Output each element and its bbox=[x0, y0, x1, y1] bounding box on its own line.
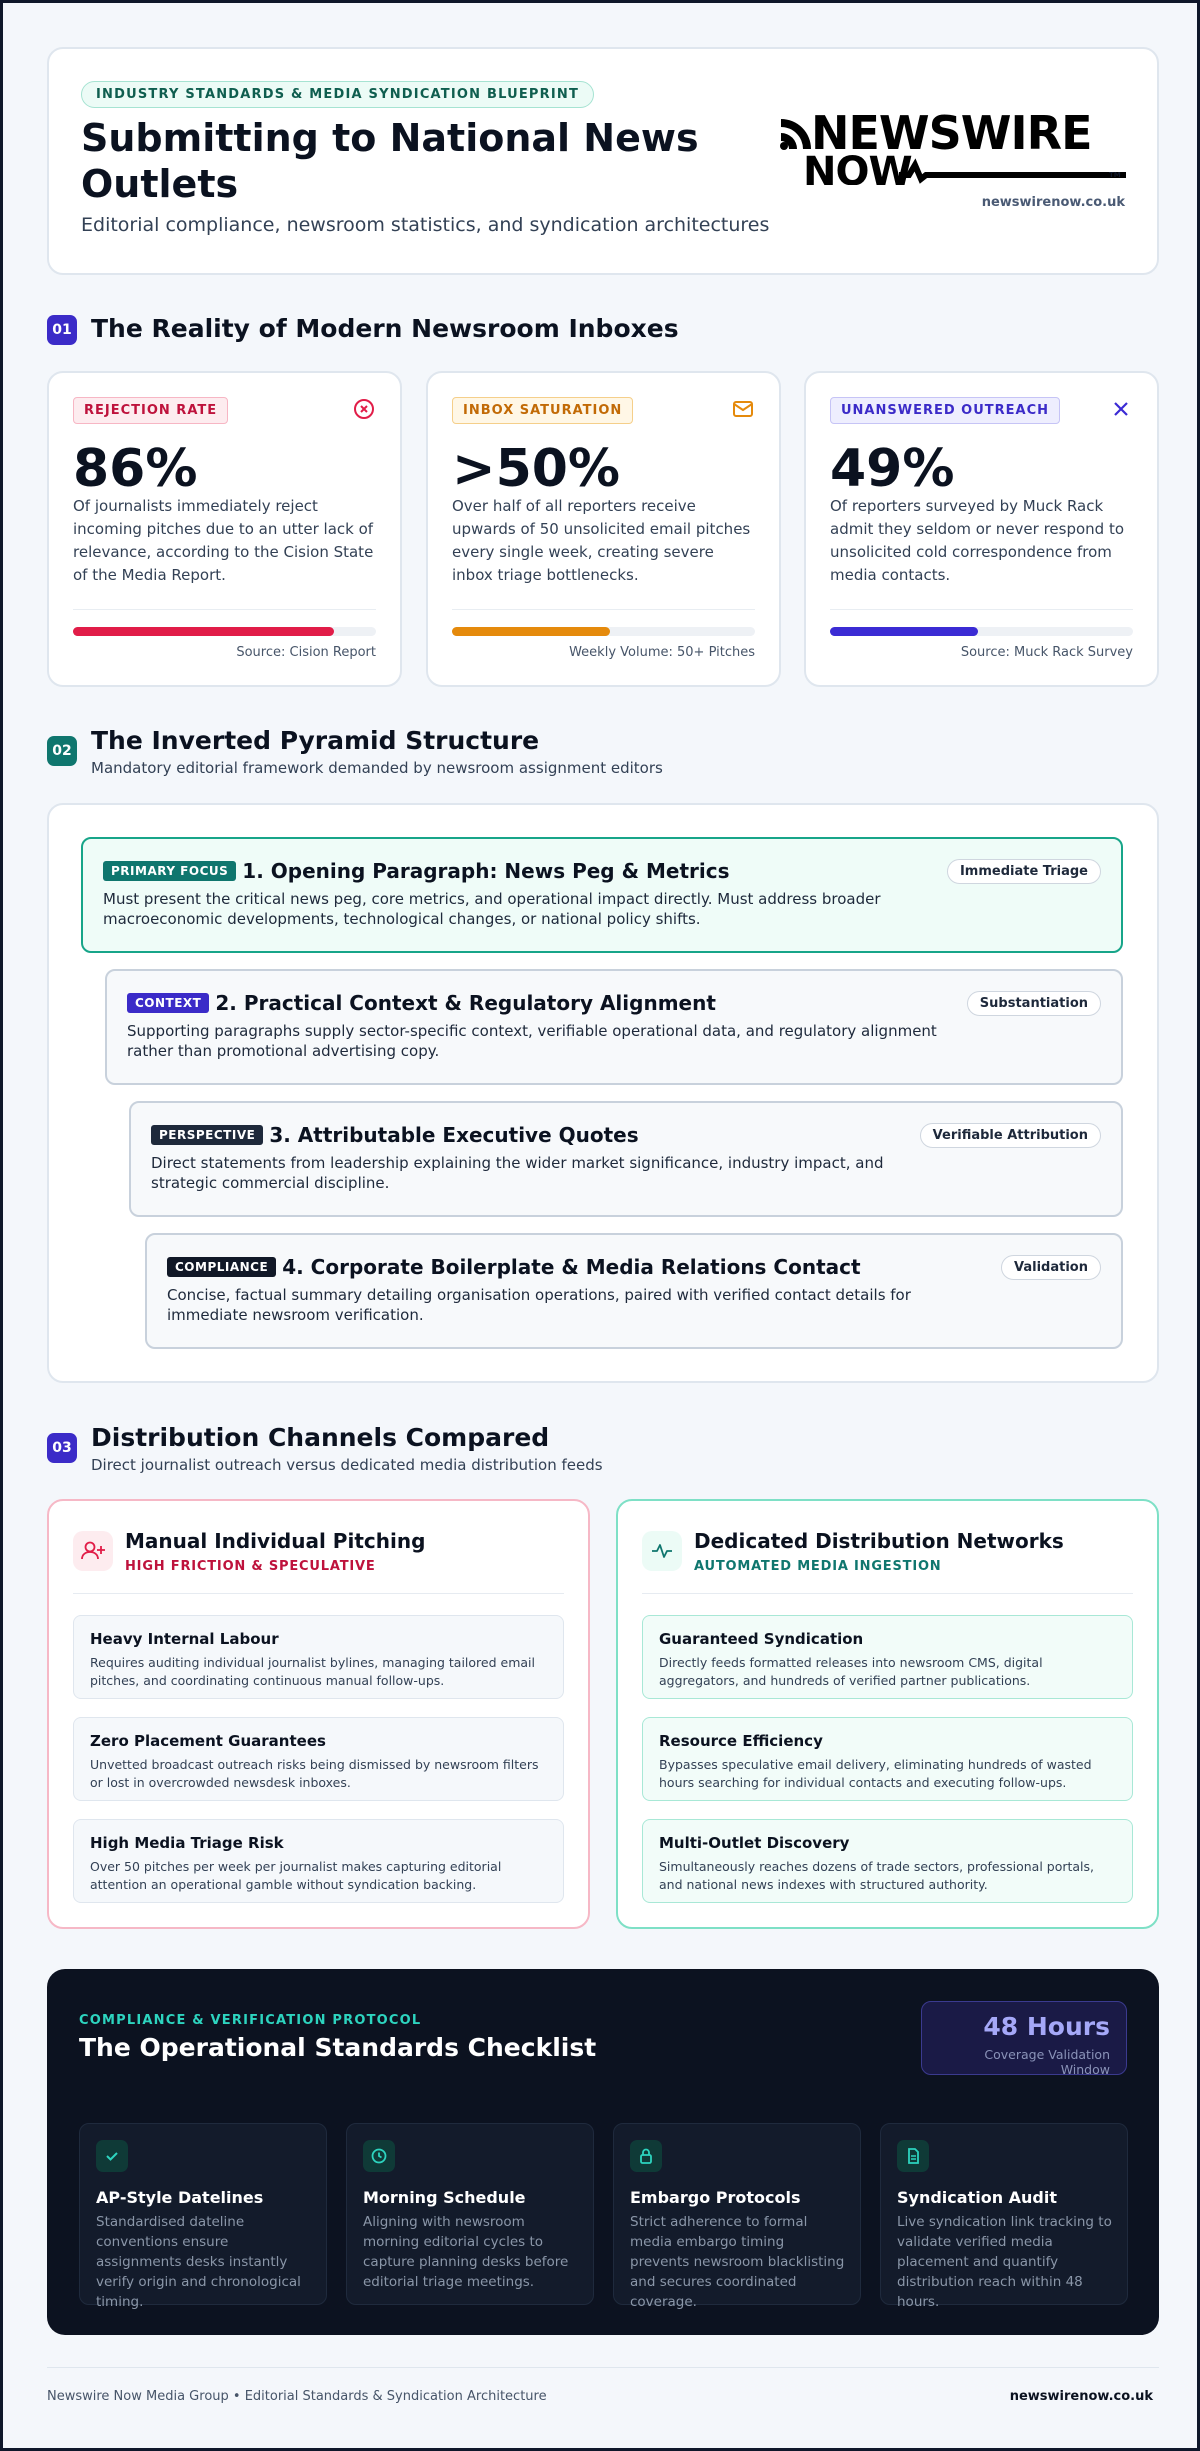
stat-badge: REJECTION RATE bbox=[73, 397, 228, 424]
stat-description: Of journalists immediately reject incoming pitches due to an utter lack of relevance, according to the Cision State of the Media Report. bbox=[73, 497, 374, 584]
checklist-card bbox=[880, 2123, 1128, 2310]
checklist-card bbox=[79, 2123, 327, 2310]
user-plus-icon bbox=[73, 1531, 113, 1571]
item-title: Heavy Internal Labour bbox=[90, 1630, 279, 1648]
channel-item bbox=[642, 1615, 1133, 1699]
tier-body: Concise, factual summary detailing organisation operations, paired with verified contact details for immediate newsroom verification. bbox=[167, 1286, 911, 1324]
tier-title: 3. Attributable Executive Quotes bbox=[269, 1123, 639, 1147]
section-title: The Reality of Modern Newsroom Inboxes bbox=[91, 314, 679, 343]
tier-chip: Substantiation bbox=[967, 991, 1101, 1016]
page-subtitle: Editorial compliance, newsroom statistics, and syndication architectures bbox=[81, 214, 770, 236]
tier-chip: Validation bbox=[1001, 1255, 1101, 1280]
section-subtitle: Mandatory editorial framework demanded by newsroom assignment editors bbox=[91, 759, 663, 777]
item-body: Unvetted broadcast outreach risks being dismissed by newsroom filters or lost in overcrowded newsdesk inboxes. bbox=[90, 1757, 539, 1790]
stat-value: >50% bbox=[452, 439, 621, 499]
section-title: The Inverted Pyramid Structure bbox=[91, 726, 540, 755]
stat-value: 86% bbox=[73, 439, 198, 499]
channel-title: Dedicated Distribution Networks bbox=[694, 1529, 1064, 1553]
channel-item bbox=[642, 1819, 1133, 1903]
tier-body: Must present the critical news peg, core metrics, and operational impact directly. Must address broader macroeconomic developments, technological changes, or national policy shifts. bbox=[103, 890, 881, 928]
tier-title: 1. Opening Paragraph: News Peg & Metrics bbox=[242, 859, 730, 883]
progress-bar bbox=[452, 627, 755, 636]
divider bbox=[73, 609, 376, 610]
pyramid-tier-2 bbox=[105, 969, 1123, 1085]
item-title: Resource Efficiency bbox=[659, 1732, 823, 1750]
footer-left: Newswire Now Media Group • Editorial Standards & Syndication Architecture bbox=[47, 2389, 547, 2404]
svg-text:NOW: NOW bbox=[803, 149, 912, 185]
footer-divider bbox=[47, 2367, 1159, 2368]
stat-card-rejection bbox=[47, 371, 402, 687]
progress-fill bbox=[73, 627, 334, 636]
section-title: Distribution Channels Compared bbox=[91, 1423, 550, 1452]
checklist-eyebrow: COMPLIANCE & VERIFICATION PROTOCOL bbox=[79, 2013, 422, 2028]
checklist-card-title: Embargo Protocols bbox=[630, 2188, 801, 2207]
tier-chip: Verifiable Attribution bbox=[920, 1123, 1101, 1148]
channel-card-manual bbox=[47, 1499, 590, 1929]
x-circle-icon bbox=[352, 397, 376, 421]
item-body: Requires auditing individual journalist bylines, managing tailored email pitches, and coordinating continuous manual follow-ups. bbox=[90, 1655, 535, 1688]
progress-bar bbox=[830, 627, 1133, 636]
clock-icon bbox=[363, 2140, 395, 2172]
lock-icon bbox=[630, 2140, 662, 2172]
checklist-card-body: Aligning with newsroom morning editorial cycles to capture planning desks before editorial triage meetings. bbox=[363, 2214, 569, 2290]
header-eyebrow: INDUSTRY STANDARDS & MEDIA SYNDICATION BLUEPRINT bbox=[81, 81, 594, 108]
item-body: Over 50 pitches per week per journalist makes capturing editorial attention an operational gamble without syndication backing. bbox=[90, 1859, 502, 1892]
stat-description: Of reporters surveyed by Muck Rack admit they seldom or never respond to unsolicited cold correspondence from media contacts. bbox=[830, 497, 1125, 584]
checklist-card-body: Standardised dateline conventions ensure assignments desks instantly verify origin and chronological timing. bbox=[96, 2214, 301, 2310]
validation-window bbox=[921, 2001, 1127, 2075]
channel-item bbox=[73, 1717, 564, 1801]
document-icon bbox=[897, 2140, 929, 2172]
channel-subtitle: AUTOMATED MEDIA INGESTION bbox=[694, 1559, 942, 1574]
item-body: Directly feeds formatted releases into newsroom CMS, digital aggregators, and hundreds of verified partner publications. bbox=[659, 1655, 1043, 1688]
item-body: Simultaneously reaches dozens of trade sectors, professional portals, and national news indexes with structured authority. bbox=[659, 1859, 1095, 1892]
channel-card-network bbox=[616, 1499, 1159, 1929]
pyramid-tier-4 bbox=[145, 1233, 1123, 1349]
channel-item bbox=[73, 1615, 564, 1699]
stat-source: Weekly Volume: 50+ Pitches bbox=[569, 645, 755, 660]
activity-icon bbox=[642, 1531, 682, 1571]
header-card bbox=[47, 47, 1159, 275]
tier-tag: PRIMARY FOCUS bbox=[103, 861, 236, 881]
stat-source: Source: Cision Report bbox=[236, 645, 376, 660]
item-title: Zero Placement Guarantees bbox=[90, 1732, 326, 1750]
section-number: 03 bbox=[47, 1433, 77, 1463]
item-title: High Media Triage Risk bbox=[90, 1834, 284, 1852]
divider bbox=[452, 609, 755, 610]
checklist-card-title: AP-Style Datelines bbox=[96, 2188, 264, 2207]
channel-item bbox=[73, 1819, 564, 1903]
channel-item bbox=[642, 1717, 1133, 1801]
stat-badge: UNANSWERED OUTREACH bbox=[830, 397, 1060, 424]
mail-icon bbox=[731, 397, 755, 421]
channel-title: Manual Individual Pitching bbox=[125, 1529, 426, 1553]
stat-value: 49% bbox=[830, 439, 955, 499]
tier-body: Direct statements from leadership explaining the wider market significance, industry impact, and strategic commercial discipline. bbox=[151, 1154, 884, 1192]
channel-subtitle: HIGH FRICTION & SPECULATIVE bbox=[125, 1559, 376, 1574]
newswire-now-logo bbox=[771, 105, 1131, 185]
progress-bar bbox=[73, 627, 376, 636]
logo-trademark: TM bbox=[1109, 171, 1121, 179]
checklist-card bbox=[346, 2123, 594, 2305]
checklist-panel bbox=[47, 1969, 1159, 2335]
checklist-card-title: Syndication Audit bbox=[897, 2188, 1058, 2207]
progress-fill bbox=[830, 627, 978, 636]
x-icon bbox=[1109, 397, 1133, 421]
tier-title: 4. Corporate Boilerplate & Media Relations Contact bbox=[282, 1255, 861, 1279]
stat-card-saturation bbox=[426, 371, 781, 687]
tier-tag: COMPLIANCE bbox=[167, 1257, 276, 1277]
divider bbox=[642, 1593, 1133, 1594]
pyramid-tier-3 bbox=[129, 1101, 1123, 1217]
pyramid-card bbox=[47, 803, 1159, 1383]
item-body: Bypasses speculative email delivery, eliminating hundreds of wasted hours searching for individual contacts and executing follow-ups. bbox=[659, 1757, 1092, 1790]
tier-chip: Immediate Triage bbox=[947, 859, 1101, 884]
item-title: Multi-Outlet Discovery bbox=[659, 1834, 850, 1852]
stat-source: Source: Muck Rack Survey bbox=[960, 645, 1133, 660]
item-title: Guaranteed Syndication bbox=[659, 1630, 864, 1648]
page-title: Submitting to National News Outlets bbox=[81, 116, 699, 206]
stat-description: Over half of all reporters receive upwards of 50 unsolicited email pitches every single week, creating severe inbox triage bottlenecks. bbox=[452, 497, 751, 584]
section-number: 02 bbox=[47, 736, 77, 766]
pyramid-tier-1 bbox=[81, 837, 1123, 953]
site-url: newswirenow.co.uk bbox=[981, 195, 1125, 210]
section-number: 01 bbox=[47, 315, 77, 345]
stat-card-unanswered bbox=[804, 371, 1159, 687]
stat-badge: INBOX SATURATION bbox=[452, 397, 633, 424]
checklist-card-body: Live syndication link tracking to validate verified media placement and quantify distribution reach within 48 hours. bbox=[897, 2214, 1112, 2310]
divider bbox=[73, 1593, 564, 1594]
checklist-title: The Operational Standards Checklist bbox=[79, 2033, 597, 2062]
checklist-card-title: Morning Schedule bbox=[363, 2188, 526, 2207]
svg-text:NEWSWIRE: NEWSWIRE bbox=[811, 106, 1092, 160]
tier-title: 2. Practical Context & Regulatory Alignment bbox=[215, 991, 716, 1015]
tier-tag: CONTEXT bbox=[127, 993, 209, 1013]
window-value: 48 Hours bbox=[983, 2012, 1110, 2041]
divider bbox=[830, 609, 1133, 610]
tier-tag: PERSPECTIVE bbox=[151, 1125, 263, 1145]
tier-body: Supporting paragraphs supply sector-specific context, verifiable operational data, and regulatory alignment rather than promotional advertising copy. bbox=[127, 1022, 937, 1060]
window-label: Coverage Validation Window bbox=[984, 2047, 1110, 2077]
progress-fill bbox=[452, 627, 610, 636]
section-subtitle: Direct journalist outreach versus dedicated media distribution feeds bbox=[91, 1456, 603, 1474]
checklist-card-body: Strict adherence to formal media embargo timing prevents newsroom blacklisting and secures coordinated coverage. bbox=[630, 2214, 845, 2310]
check-icon bbox=[96, 2140, 128, 2172]
checklist-card bbox=[613, 2123, 861, 2310]
footer-right: newswirenow.co.uk bbox=[1009, 2389, 1153, 2404]
